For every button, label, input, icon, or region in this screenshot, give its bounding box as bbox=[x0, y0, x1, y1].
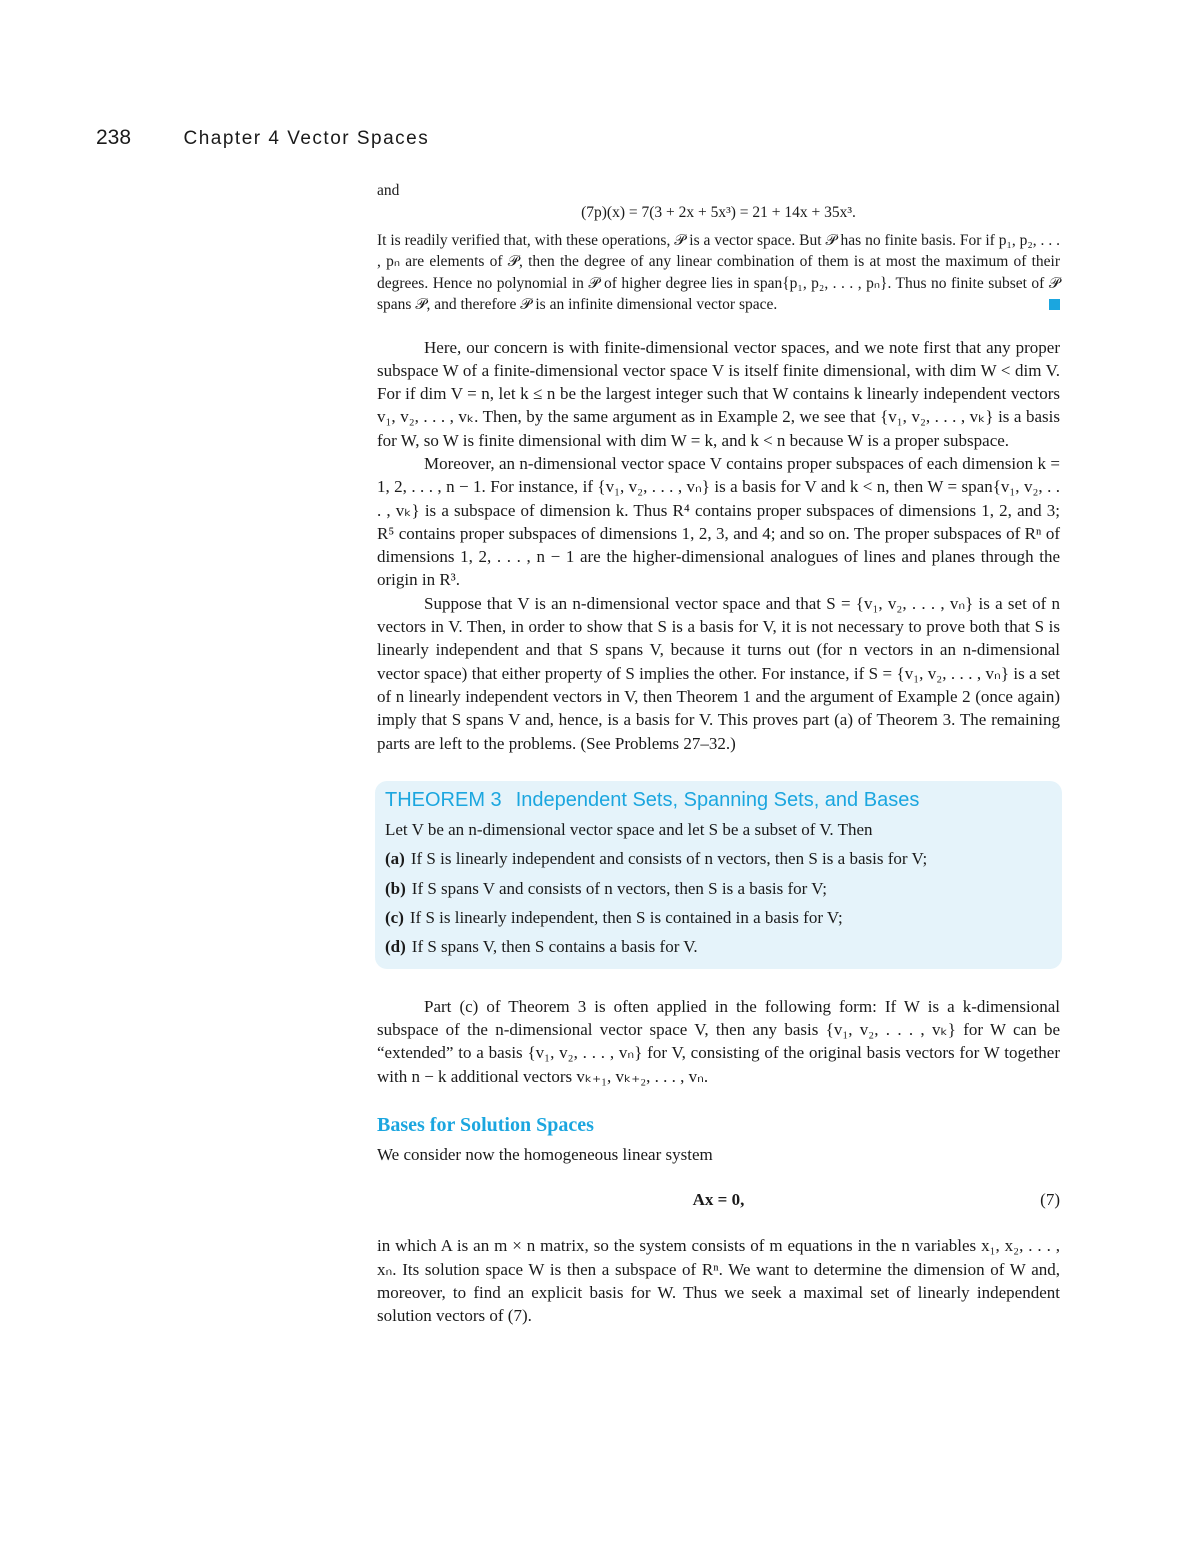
example-lead: and bbox=[377, 182, 400, 199]
display-equation-row bbox=[377, 1188, 1060, 1214]
section-heading: Bases for Solution Spaces bbox=[377, 1113, 594, 1136]
theorem-label: THEOREM 3 bbox=[385, 788, 502, 811]
theorem-title: Independent Sets, Spanning Sets, and Bases bbox=[515, 788, 920, 811]
end-of-example-icon bbox=[1049, 299, 1060, 310]
body-paragraph-3: Suppose that V is an n-dimensional vector space and that S = {v₁, v₂, . . . , vₙ} is a set of n vectors in V. Then, in order to show that S is a basis for V, it is not necessary to prove both that S is linearly independent and that S spans V, because it turns out (for n vectors in an n-dimensional vector space) that either property of S implies the other. For instance, if S = {v₁, v₂, . . . , vₙ} is a set of n linearly independent vectors in V, then Theorem 1 and the argument of Example 2 (once again) imply that S spans V and, hence, is a basis for V. This proves part (a) of Theorem 3. The remaining parts are left to the problems. (See Problems 27–32.) bbox=[377, 593, 1060, 753]
example-conclusion bbox=[377, 180, 1060, 316]
theorem-item-tag: (d) bbox=[385, 937, 406, 957]
chapter-title: Chapter 4 Vector Spaces bbox=[183, 128, 430, 149]
theorem-box bbox=[375, 781, 1062, 969]
example-equation-row bbox=[377, 202, 1060, 228]
theorem-item bbox=[385, 847, 1052, 870]
body-paragraph-2: Moreover, an n-dimensional vector space V contains proper subspaces of each dimension k = 1, 2, . . . , n − 1. For instance, if {v₁, v₂, . . . , vₙ} is a basis for V and k < n, then W = span{v₁, v₂, . . . , vₖ} is a subspace of dimension k. Thus R⁴ contains proper subspaces of dimensions 1, 2, and 3; R⁵ contains proper subspaces of dimensions 1, 2, 3, and 4; and so on. The proper subspaces of Rⁿ of dimensions 1, 2, . . . , n − 1 are the higher-dimensional analogues of lines and planes through the origin in R³. bbox=[377, 453, 1060, 590]
theorem-item-text: If S spans V and consists of n vectors, then S is a basis for V; bbox=[411, 878, 827, 898]
page-number: 238 bbox=[96, 126, 132, 149]
theorem-intro: Let V be an n-dimensional vector space and let S be a subset of V. Then bbox=[385, 820, 873, 840]
section-intro: We consider now the homogeneous linear system bbox=[377, 1145, 713, 1165]
example-equation: (7p)(x) = 7(3 + 2x + 5x³) = 21 + 14x + 35x³. bbox=[581, 203, 856, 221]
theorem-item bbox=[385, 906, 1052, 929]
theorem-item-tag: (c) bbox=[385, 908, 404, 928]
theorem-heading bbox=[385, 789, 1052, 812]
after-theorem-paragraph: Part (c) of Theorem 3 is often applied in the following form: If W is a k-dimensional subspace of the n-dimensional vector space V, then any basis {v₁, v₂, . . . , vₖ} for W can be “extended” to a basis {v₁, v₂, . . . , vₙ} for V, consisting of the original basis vectors for W together with n − k additional vectors vₖ₊₁, vₖ₊₂, . . . , vₙ. bbox=[377, 996, 1060, 1086]
running-header bbox=[96, 126, 429, 150]
theorem-item-tag: (a) bbox=[385, 849, 405, 869]
theorem-item-text: If S is linearly independent and consists of n vectors, then S is a basis for V; bbox=[410, 849, 928, 869]
main-column bbox=[377, 180, 1060, 1328]
theorem-item bbox=[385, 877, 1052, 900]
theorem-item-tag: (b) bbox=[385, 878, 406, 898]
example-paragraph-text: It is readily verified that, with these operations, 𝒫 is a vector space. But 𝒫 has no finite basis. For if p₁, p₂, . . . , pₙ are elements of 𝒫, then the degree of any linear combination of them is at most the maximum of their degrees. Hence no polynomial in 𝒫 of higher degree lies in span{p₁, p₂, . . . , pₙ}. Thus no finite subset of 𝒫 spans 𝒫, and therefore 𝒫 is an infinite dimensional vector space. bbox=[377, 231, 1060, 313]
display-equation: Ax = 0, bbox=[692, 1190, 745, 1210]
equation-number: (7) bbox=[1040, 1190, 1060, 1210]
example-paragraph bbox=[377, 230, 1060, 316]
theorem-item-text: If S spans V, then S contains a basis for V. bbox=[411, 937, 698, 957]
section-paragraph: in which A is an m × n matrix, so the system consists of m equations in the n variables x₁, x₂, . . . , xₙ. Its solution space W is then a subspace of Rⁿ. We want to determine the dimension of W and, moreover, to find an explicit basis for W. Thus we seek a maximal set of linearly independent solution vectors of (7). bbox=[377, 1236, 1060, 1326]
body-paragraph-1: Here, our concern is with finite-dimensional vector spaces, and we note first that any proper subspace W of a finite-dimensional vector space V is itself finite dimensional, with dim W < dim V. For if dim V = n, let k ≤ n be the largest integer such that W contains k linearly independent vectors v₁, v₂, . . . , vₖ. Then, by the same argument as in Example 2, we see that {v₁, v₂, . . . , vₖ} is a basis for W, so W is finite dimensional with dim W = k, and k < n because W is a proper subspace. bbox=[377, 337, 1060, 450]
theorem-item-text: If S is linearly independent, then S is contained in a basis for V; bbox=[409, 908, 843, 928]
theorem-item bbox=[385, 935, 1052, 958]
